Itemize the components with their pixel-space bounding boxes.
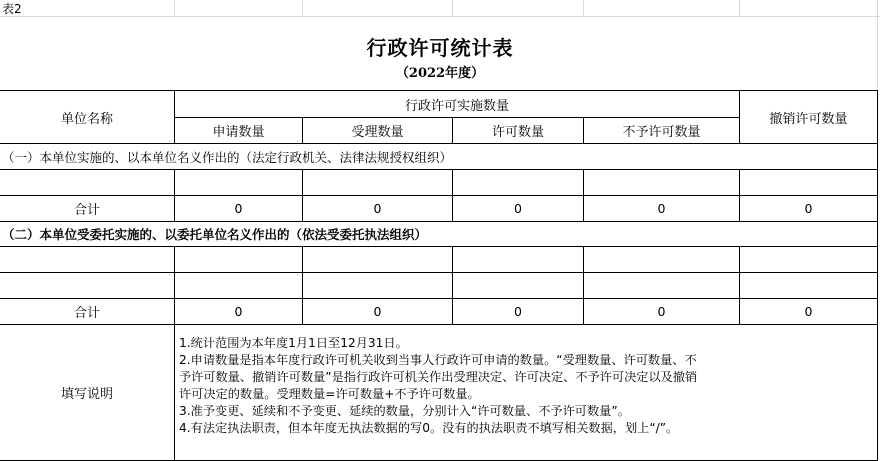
notes-line-3: 予许可数量、撤销许可数量”是指行政许可机关作出受理决定、许可决定、不予许可决定以及撤销	[179, 370, 698, 384]
section-1-total-deny: 0	[657, 201, 666, 216]
section-1-total-permit: 0	[514, 201, 522, 216]
section-1-label: （一）本单位实施的、以本单位名义作出的（法定行政机关、法律法规授权组织）	[2, 149, 453, 165]
header-group-label: 行政许可实施数量	[404, 98, 509, 114]
sheet-label: 表2	[2, 1, 22, 16]
section-2-total-accept: 0	[373, 304, 382, 319]
table-border	[0, 272, 878, 273]
notes-content	[175, 333, 877, 460]
page-title: 行政许可统计表	[366, 35, 514, 60]
notes-line-1: 1.统计范围为本年度1月1日至12月31日。	[179, 336, 408, 350]
section-2-total-permit: 0	[514, 304, 522, 319]
gridline	[0, 16, 880, 17]
notes-line-2: 2.申请数量是指本年度行政许可机关收到当事人行政许可申请的数量。“受理数量、许可数量、不	[179, 353, 697, 367]
notes-line-5: 3.准予变更、延续和不予变更、延续的数量，分别计入“许可数量、不予许可数量”。	[179, 404, 630, 418]
section-2-label: （二）本单位受委托实施的、以委托单位名义作出的（依法受委托执法组织）	[2, 227, 428, 242]
section-2-total-apply: 0	[234, 304, 243, 319]
notes-label: 填写说明	[60, 387, 113, 402]
gridline	[583, 0, 584, 16]
section-1-total-revoke: 0	[804, 201, 813, 216]
section-2-total-revoke: 0	[804, 304, 813, 319]
header-col-accept: 受理数量	[351, 125, 404, 140]
gridline	[739, 0, 740, 16]
section-2-total-label: 合计	[73, 306, 100, 321]
page-subtitle: （2022年度）	[395, 65, 485, 81]
header-col-deny: 不予许可数量	[622, 125, 701, 140]
header-col-apply: 申请数量	[212, 125, 265, 140]
header-revoke: 撤销许可数量	[769, 111, 848, 127]
notes-line-6: 4.有法定执法职责，但本年度无执法数据的写0。没有的执法职责不填写相关数据，划上“/”。	[179, 421, 679, 435]
section-1-total-apply: 0	[234, 201, 243, 216]
gridline	[302, 0, 303, 16]
section-1-total-accept: 0	[373, 201, 382, 216]
section-2-total-deny: 0	[657, 304, 666, 319]
table-border	[877, 90, 878, 461]
gridline	[174, 0, 175, 16]
header-col-permit: 许可数量	[491, 125, 544, 140]
table-border	[0, 169, 878, 170]
section-1-total-label: 合计	[73, 203, 100, 218]
notes-line-4: 许可决定的数量。受理数量=许可数量+不予许可数量。	[179, 387, 480, 401]
header-unit-name: 单位名称	[60, 111, 113, 127]
table-border	[0, 246, 878, 247]
gridline	[452, 0, 453, 16]
